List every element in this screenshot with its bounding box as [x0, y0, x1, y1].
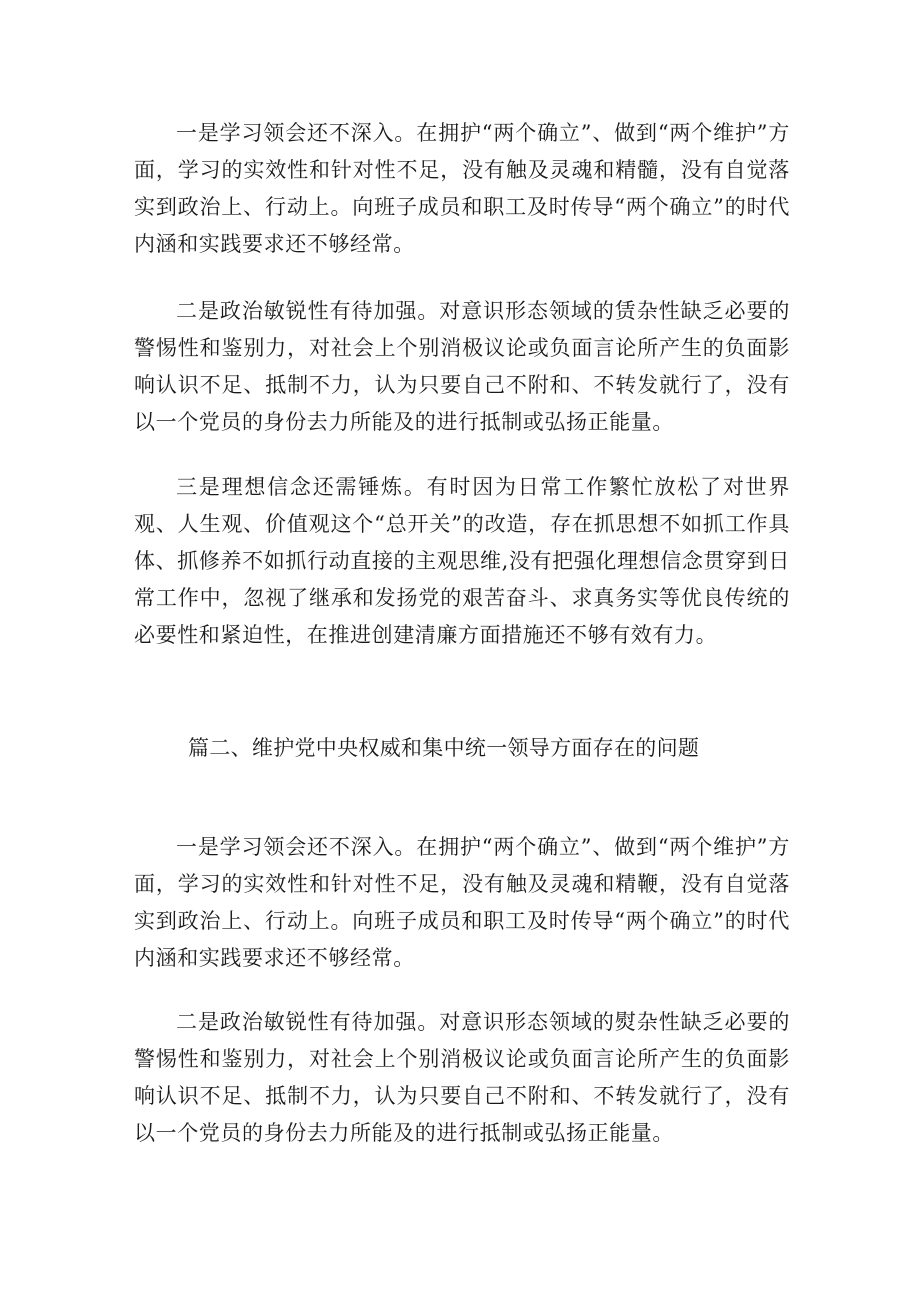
section2-paragraph-1: 一是学习领会还不深入。在拥护“两个确立”、做到“两个维护”方面，学习的实效性和针对性不足，没有触及灵魂和精鞭，没有自觉落实到政治上、行动上。向班子成员和职工及时传导“两个确立”的时代内涵和实践要求还不够经常。	[134, 835, 790, 970]
section1-paragraph-1: 一是学习领会还不深入。在拥护“两个确立”、做到“两个维护”方面，学习的实效性和针对性不足，没有触及灵魂和精髓，没有自觉落实到政治上、行动上。向班子成员和职工及时传导“两个确立”的时代内涵和实践要求还不够经常。	[134, 121, 790, 256]
section1-paragraph-2: 二是政治敏锐性有待加强。对意识形态领域的赁杂性缺乏必要的警惕性和鉴别力，对社会上个别消极议论或负面言论所产生的负面影响认识不足、抵制不力，认为只要自己不附和、不转发就行了，没有以一个党员的身份去力所能及的进行抵制或弘扬正能量。	[134, 299, 790, 434]
section2-paragraph-2: 二是政治敏锐性有待加强。对意识形态领域的熨杂性缺乏必要的警惕性和鉴别力，对社会上个别消极议论或负面言论所产生的负面影响认识不足、抵制不力，认为只要自己不附和、不转发就行了，没有以一个党员的身份去力所能及的进行抵制或弘扬正能量。	[134, 1010, 790, 1145]
section2-heading: 篇二、维护党中央权威和集中统一领导方面存在的问题	[188, 736, 700, 760]
section1-paragraph-3: 三是理想信念还需锤炼。有时因为日常工作繁忙放松了对世界观、人生观、价值观这个“总开关”的改造，存在抓思想不如抓工作具体、抓修养不如抓行动直接的主观思维,没有把强化理想信念贯穿到日常工作中，忽视了继承和发扬党的艰苦奋斗、求真务实等优良传统的必要性和紧迫性，在推进创建清廉方面措施还不够有效有力。	[134, 475, 790, 647]
